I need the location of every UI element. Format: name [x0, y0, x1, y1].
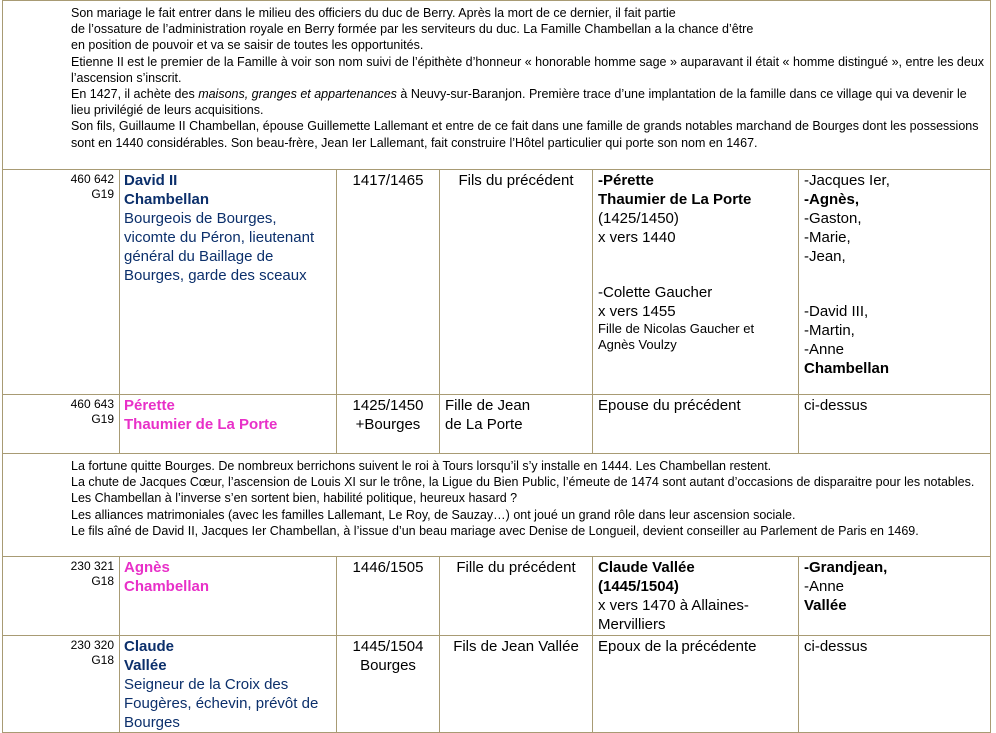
intro-line-2: de l’ossature de l’administration royale en Berry formée par les serviteurs du duc. La Famille Chambellan a la chance d’être: [71, 22, 754, 37]
child: -Marie,: [804, 229, 851, 246]
intro-line-1: Son mariage le fait entrer dans le milieu des officiers du duc de Berry. Après la mort de ce dernier, il fait partie: [71, 6, 676, 20]
child-surname: Vallée: [804, 597, 847, 614]
death-place: +Bourges: [355, 416, 421, 433]
middle-line-3: Les alliances matrimoniales (avec les familles Lallemant, Le Roy, de Sauzay…) ont joué un grand rôle dans leur ascension sociale.: [71, 507, 796, 522]
spouse-cell: Epouse du précédent: [593, 395, 799, 454]
person-last-name: Chambellan: [124, 191, 210, 208]
dates-cell: [337, 395, 440, 454]
intro-line-4: Etienne II est le premier de la Famille à voir son nom suivi de l’épithète d’honneur « honorable homme sage » auparavant il était « homme distingué », entre les deux l’ascension s’inscrit.: [71, 54, 985, 85]
child: -Gaston,: [804, 210, 862, 227]
person-name-cell: [120, 170, 337, 395]
spouse-1-last-name: Thaumier de La Porte: [598, 191, 752, 208]
middle-line-4: Le fils aîné de David II, Jacques Ier Chambellan, à l’issue d’un beau mariage avec Denise de Longueil, devient conseiller au Parlement de Paris en 1469.: [71, 523, 919, 538]
place-line: Bourges: [360, 657, 416, 674]
person-row-perette: [3, 395, 991, 454]
person-last-name: Chambellan: [124, 578, 210, 595]
parent-line: de La Porte: [445, 416, 523, 433]
person-row-claude: [3, 636, 991, 733]
intro-note: [3, 1, 991, 170]
parent-cell: Fille du précédent: [440, 557, 593, 636]
spouse-cell: [593, 170, 799, 395]
children-cell: ci-dessus: [799, 636, 991, 733]
spouse-1-marriage: x vers 1440: [598, 229, 676, 246]
spouse-marriage: x vers 1470 à Allaines-Mervilliers: [598, 597, 749, 633]
dates-cell: 1446/1505: [337, 557, 440, 636]
generation-label: G19: [91, 187, 114, 201]
parent-cell: Fils de Jean Vallée: [440, 636, 593, 733]
child-surname: Chambellan: [804, 360, 890, 377]
sosa-cell: [3, 557, 120, 636]
children-cell: [799, 557, 991, 636]
sosa-number: 460 642: [70, 172, 114, 186]
dates-line: 1445/1504: [352, 638, 424, 655]
spouse-name: Claude Vallée: [598, 559, 695, 576]
child: -Jacques Ier,: [804, 172, 890, 189]
dates-cell: 1417/1465: [337, 170, 440, 395]
person-first-name: Agnès: [124, 559, 170, 576]
middle-note: [3, 454, 991, 557]
middle-line-1: La fortune quitte Bourges. De nombreux berrichons suivent le roi à Tours lorsqu’il s’y installe en 1444. Les Chambellan restent.: [71, 459, 772, 473]
spouse-dates: (1445/1504): [598, 578, 679, 595]
note-row-middle: [3, 454, 991, 557]
child: -Grandjean,: [804, 559, 888, 576]
child: -Anne: [804, 578, 845, 595]
intro-line-5: En 1427, il achète des maisons, granges et appartenances à Neuvy-sur-Baranjon. Première trace d’une implantation de la famille dans ce village qui va devenir le lieu privilégié de leurs acquisitions.: [71, 87, 967, 118]
person-name-cell: [120, 557, 337, 636]
person-last-name: Thaumier de La Porte: [124, 416, 278, 433]
person-name-cell: [120, 636, 337, 733]
sosa-number: 460 643: [70, 397, 114, 411]
spouse-1-dates: (1425/1450): [598, 210, 679, 227]
genealogy-table: [2, 0, 991, 733]
person-titles: Bourgeois de Bourges, vicomte du Péron, lieutenant général du Baillage de Bourges, garde des sceaux: [124, 210, 315, 284]
child: -Agnès,: [804, 191, 860, 208]
middle-line-2: La chute de Jacques Cœur, l’ascension de Louis XI sur le trône, la Ligue du Bien Public, l’émeute de 1474 sont autant d’occasions de disparaitre pour les notables. Les Chambellan à l’inverse s’en sortent bien, habilité politique, heureux hasard ?: [71, 475, 975, 506]
child: -Jean,: [804, 248, 846, 265]
spacer: [598, 247, 793, 283]
sosa-number: 230 321: [70, 559, 114, 573]
person-name-cell: [120, 395, 337, 454]
parent-cell: [440, 395, 593, 454]
sosa-cell: [3, 636, 120, 733]
person-titles: Seigneur de la Croix des Fougères, échevin, prévôt de Bourges: [124, 676, 319, 731]
parent-line: Fille de Jean: [445, 397, 531, 414]
generation-label: G18: [91, 653, 114, 667]
spouse-2-name: -Colette Gaucher: [598, 284, 713, 301]
person-row-david-ii: [3, 170, 991, 395]
sosa-cell: [3, 170, 120, 395]
dates-line: 1425/1450: [352, 397, 424, 414]
child: -David III,: [804, 303, 869, 320]
children-cell: ci-dessus: [799, 395, 991, 454]
note-row-intro: [3, 1, 991, 170]
spouse-2-marriage: x vers 1455: [598, 303, 676, 320]
child: -Martin,: [804, 322, 855, 339]
spouse-cell: Epoux de la précédente: [593, 636, 799, 733]
spouse-1-first-name: -Pérette: [598, 172, 654, 189]
intro-line-6: Son fils, Guillaume II Chambellan, épouse Guillemette Lallemant et entre de ce fait dans une famille de grands notables marchand de Bourges dont les possessions sont en 1440 considérables. Son beau-frère, Jean Ier Lallemant, fait construire l’Hôtel particulier qui porte son nom en 1467.: [71, 119, 979, 150]
sosa-cell: [3, 395, 120, 454]
spouse-cell: [593, 557, 799, 636]
spacer: [804, 266, 985, 302]
children-cell: [799, 170, 991, 395]
person-last-name: Vallée: [124, 657, 167, 674]
person-first-name: David II: [124, 172, 178, 189]
spouse-2-parents: Fille de Nicolas Gaucher et Agnès Voulzy: [598, 321, 755, 352]
child: -Anne: [804, 341, 845, 358]
generation-label: G18: [91, 574, 114, 588]
person-row-agnes: [3, 557, 991, 636]
dates-cell: [337, 636, 440, 733]
sosa-number: 230 320: [70, 638, 114, 652]
person-first-name: Claude: [124, 638, 175, 655]
intro-line-3: en position de pouvoir et va se saisir de toutes les opportunités.: [71, 38, 424, 53]
person-first-name: Pérette: [124, 397, 175, 414]
generation-label: G19: [91, 412, 114, 426]
parent-cell: Fils du précédent: [440, 170, 593, 395]
